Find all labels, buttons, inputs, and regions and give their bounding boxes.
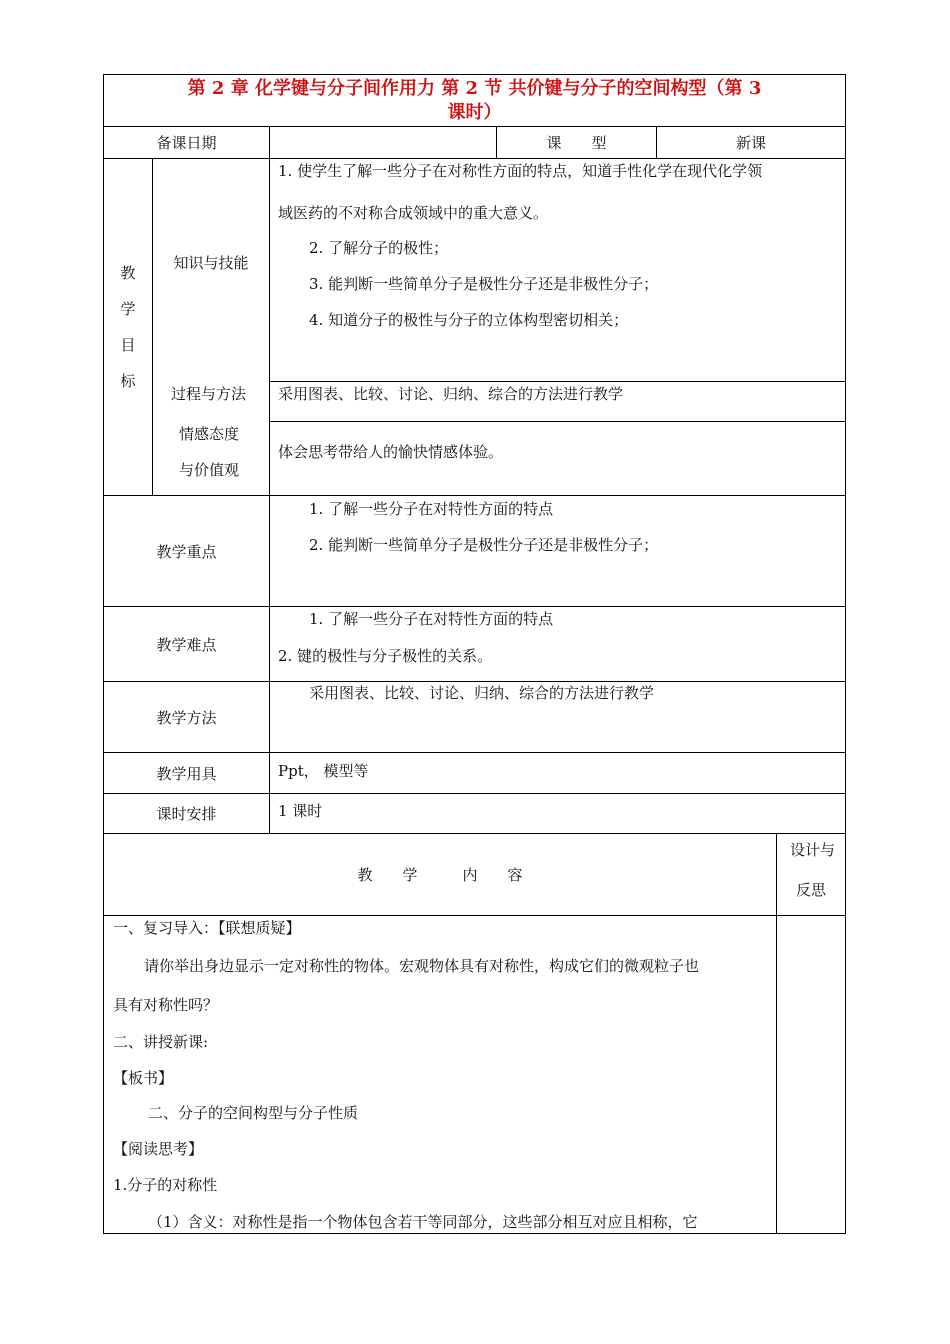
tools-value: Ppt， 模型等 — [278, 762, 369, 780]
content-line: 具有对称性吗？ — [113, 996, 219, 1014]
content-line: 【板书】 — [113, 1069, 174, 1087]
difficulty-item: 2. 键的极性与分子极性的关系。 — [278, 647, 493, 665]
process-label: 过程与方法 — [171, 385, 247, 403]
key-points-label: 教学重点 — [156, 542, 217, 561]
date-label: 备课日期 — [156, 134, 217, 152]
content-line: 1.分子的对称性 — [113, 1176, 218, 1194]
schedule-value: 1 课时 — [278, 802, 323, 820]
difficulty-item: 1. 了解一些分子在对特性方面的特点 — [309, 610, 554, 628]
objectives-group-label: 教 学 目 标 — [120, 264, 136, 390]
date-value — [270, 127, 496, 158]
knowledge-item: 4. 知道分子的极性与分子的立体构型密切相关； — [309, 311, 629, 329]
content-line: 【阅读思考】 — [113, 1140, 204, 1158]
reflection-label: 反思 — [796, 881, 827, 899]
emotion-label: 情感态度 — [179, 425, 240, 443]
reflection-label: 设计与 — [790, 841, 836, 859]
method-label: 教学方法 — [156, 708, 217, 727]
col-divider — [269, 126, 270, 495]
difficulties-label: 教学难点 — [156, 635, 217, 654]
row-divider — [270, 421, 845, 422]
knowledge-item: 域医药的不对称合成领域中的重大意义。 — [278, 204, 549, 222]
document-title: 第 2 章 化学键与分子间作用力 第 2 节 共价键与分子的空间构型（第 3 课时） — [187, 78, 762, 123]
knowledge-item: 2. 了解分子的极性； — [309, 239, 449, 257]
content-line: 二、讲授新课: — [113, 1033, 209, 1051]
lesson-plan-table — [103, 74, 846, 1234]
content-header: 教 学 内 容 — [357, 866, 523, 884]
knowledge-label: 知识与技能 — [173, 253, 249, 272]
row-divider — [104, 915, 845, 916]
content-line: （1）含义：对称性是指一个物体包含若干等同部分，这些部分相互对应且相称，它 — [148, 1213, 698, 1231]
emotion-value: 体会思考带给人的愉快情感体验。 — [278, 443, 504, 461]
content-line: 请你举出身边显示一定对称性的物体。宏观物体具有对称性，构成它们的微观粒子也 — [144, 957, 700, 975]
tools-label: 教学用具 — [156, 764, 217, 783]
knowledge-item: 1. 使学生了解一些分子在对称性方面的特点，知道手性化学在现代化学领 — [278, 162, 763, 180]
schedule-label: 课时安排 — [156, 805, 217, 823]
type-value: 新课 — [735, 134, 766, 152]
row-divider — [270, 381, 845, 382]
knowledge-item: 3. 能判断一些简单分子是极性分子还是非极性分子； — [309, 275, 659, 293]
method-value: 采用图表、比较、讨论、归纳、综合的方法进行教学 — [309, 684, 655, 702]
key-point-item: 2. 能判断一些简单分子是极性分子还是非极性分子； — [309, 536, 659, 554]
col-divider — [269, 495, 270, 833]
emotion-label: 与价值观 — [179, 461, 240, 479]
key-point-item: 1. 了解一些分子在对特性方面的特点 — [309, 500, 554, 518]
content-line: 一、复习导入：【联想质疑】 — [113, 919, 301, 937]
content-line: 二、分子的空间构型与分子性质 — [148, 1104, 359, 1122]
col-divider — [776, 833, 777, 1234]
type-label: 课 型 — [546, 134, 607, 152]
process-value: 采用图表、比较、讨论、归纳、综合的方法进行教学 — [278, 385, 624, 403]
